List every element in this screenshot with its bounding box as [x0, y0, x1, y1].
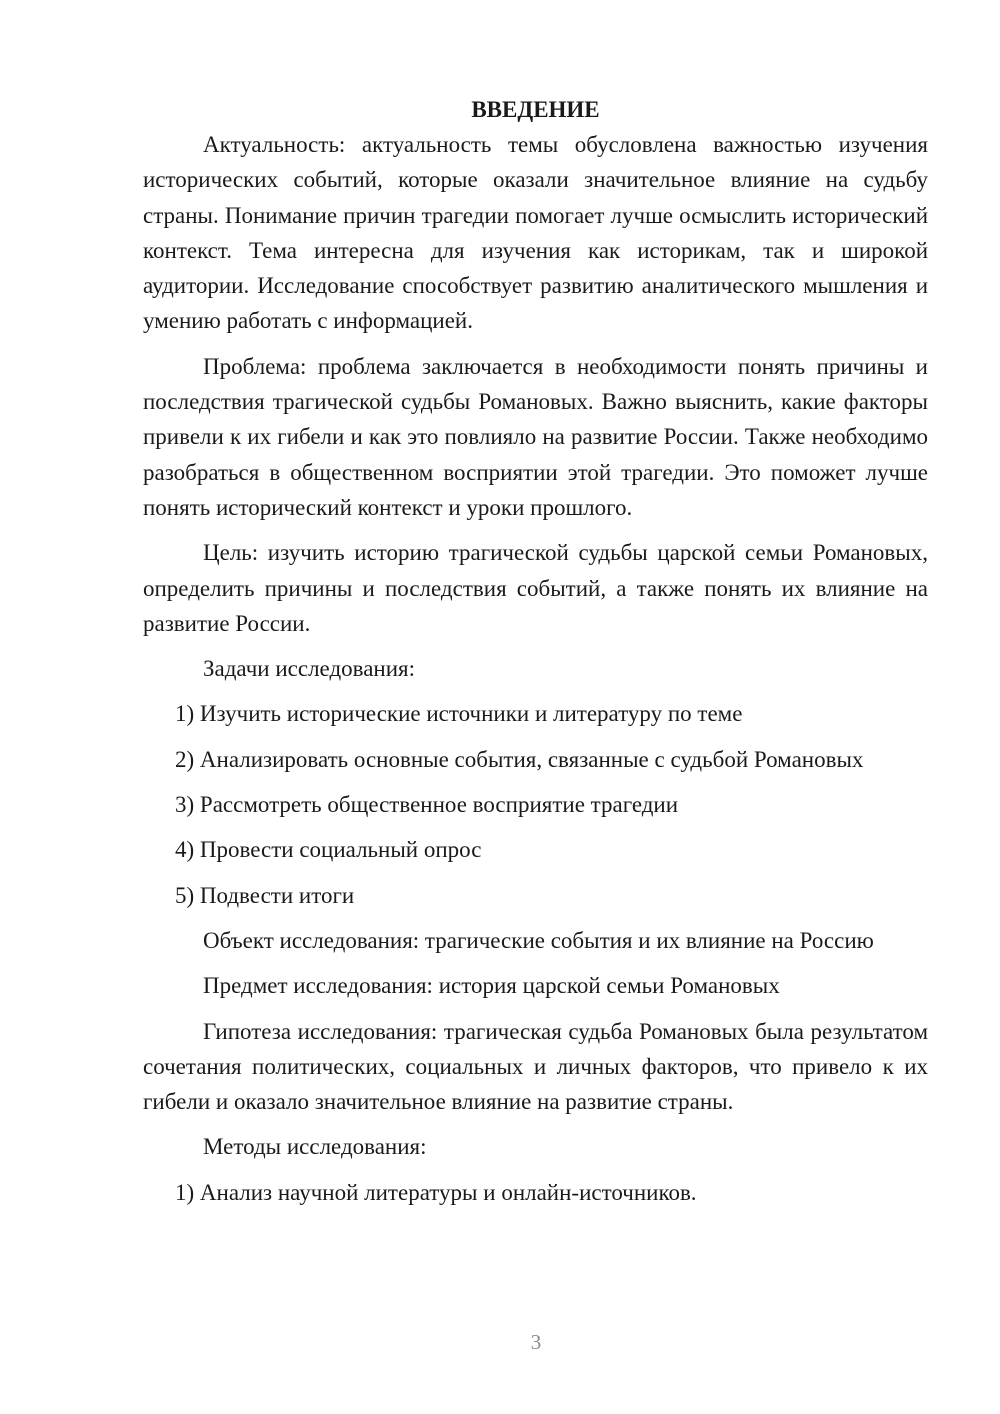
page-content [143, 92, 928, 1220]
subject-line: Предмет исследования: история царской семьи Романовых [203, 973, 780, 999]
hypothesis-paragraph: Гипотеза исследования: трагическая судьба Романовых была результатом сочетания политических, социальных и личных факторов, что привело к их гибели и оказало значительное влияние на развитие страны. [143, 1018, 928, 1115]
task-item: 4) Провести социальный опрос [175, 837, 482, 863]
task-item: 5) Подвести итоги [175, 882, 355, 908]
method-item: 1) Анализ научной литературы и онлайн-источников. [175, 1179, 697, 1205]
object-line: Объект исследования: трагические события и их влияние на Россию [203, 927, 874, 953]
tasks-heading: Задачи исследования: [203, 656, 416, 682]
goal-paragraph: Цель: изучить историю трагической судьбы царской семьи Романовых, определить причины и последствия событий, а также понять их влияние на развитие России. [143, 540, 928, 636]
problem-paragraph: Проблема: проблема заключается в необходимости понять причины и последствия трагической судьбы Романовых. Важно выяснить, какие факторы привели к их гибели и как это повлияло на развитие России. Также необходимо разобраться в общественном восприятии этой трагедии. Это поможет лучше понять исторический контекст и уроки прошлого. [143, 353, 928, 520]
task-item: 2) Анализировать основные события, связанные с судьбой Романовых [175, 746, 864, 772]
page-title: ВВЕДЕНИЕ [471, 97, 600, 122]
task-item: 3) Рассмотреть общественное восприятие трагедии [175, 792, 679, 818]
methods-heading: Методы исследования: [203, 1134, 427, 1160]
task-item: 1) Изучить исторические источники и литературу по теме [175, 701, 743, 727]
relevance-paragraph: Актуальность: актуальность темы обусловлена важностью изучения исторических событий, которые оказали значительное влияние на судьбу страны. Понимание причин трагедии помогает лучше осмыслить исторический контекст. Тема интересна для изучения как историкам, так и широкой аудитории. Исследование способствует развитию аналитического мышления и умению работать с информацией. [143, 132, 928, 334]
page-number: 3 [530, 1330, 542, 1354]
